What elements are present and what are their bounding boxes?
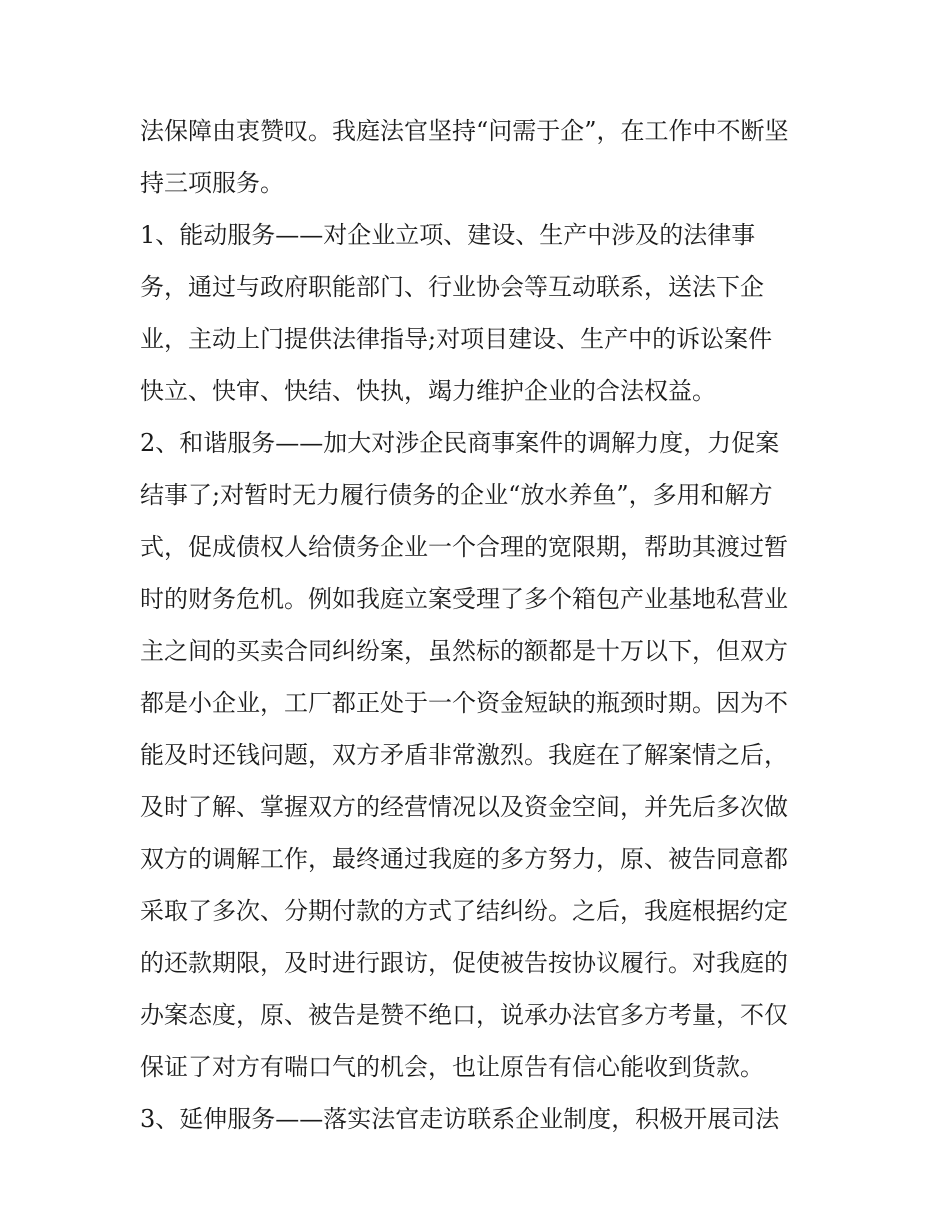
text-line: 时的财务危机。例如我庭立案受理了多个箱包产业基地私营业	[140, 585, 788, 613]
text-line: 及时了解、掌握双方的经营情况以及资金空间，并先后多次做	[140, 793, 788, 821]
text-line: 法保障由衷赞叹。我庭法官坚持“问需于企”，在工作中不断坚	[140, 117, 789, 145]
document-body	[140, 105, 820, 1145]
text-line: 持三项服务。	[140, 169, 284, 197]
text-line: 能及时还钱问题，双方矛盾非常激烈。我庭在了解案情之后，	[140, 741, 788, 769]
text-line: 采取了多次、分期付款的方式了结纠纷。之后，我庭根据约定	[140, 897, 788, 925]
text-line: 务，通过与政府职能部门、行业协会等互动联系，送法下企	[140, 273, 764, 301]
text-line: 3、延伸服务——落实法官走访联系企业制度，积极开展司法	[140, 1105, 780, 1133]
text-line: 式，促成债权人给债务企业一个合理的宽限期，帮助其渡过暂	[140, 533, 788, 561]
text-line: 2、和谐服务——加大对涉企民商事案件的调解力度，力促案	[140, 429, 780, 457]
text-line: 都是小企业，工厂都正处于一个资金短缺的瓶颈时期。因为不	[140, 689, 788, 717]
text-line: 结事了;对暂时无力履行债务的企业“放水养鱼”，多用和解方	[140, 481, 773, 509]
text-line: 双方的调解工作，最终通过我庭的多方努力，原、被告同意都	[140, 845, 788, 873]
text-line: 主之间的买卖合同纠纷案，虽然标的额都是十万以下，但双方	[140, 637, 788, 665]
text-line: 办案态度，原、被告是赞不绝口，说承办法官多方考量，不仅	[140, 1001, 788, 1029]
text-line: 保证了对方有喘口气的机会，也让原告有信心能收到货款。	[140, 1053, 764, 1081]
text-line: 1、能动服务——对企业立项、建设、生产中涉及的法律事	[140, 221, 756, 249]
text-line: 快立、快审、快结、快执，竭力维护企业的合法权益。	[140, 377, 716, 405]
text-line: 业，主动上门提供法律指导;对项目建设、生产中的诉讼案件	[140, 325, 773, 353]
text-line: 的还款期限，及时进行跟访，促使被告按协议履行。对我庭的	[140, 949, 788, 977]
